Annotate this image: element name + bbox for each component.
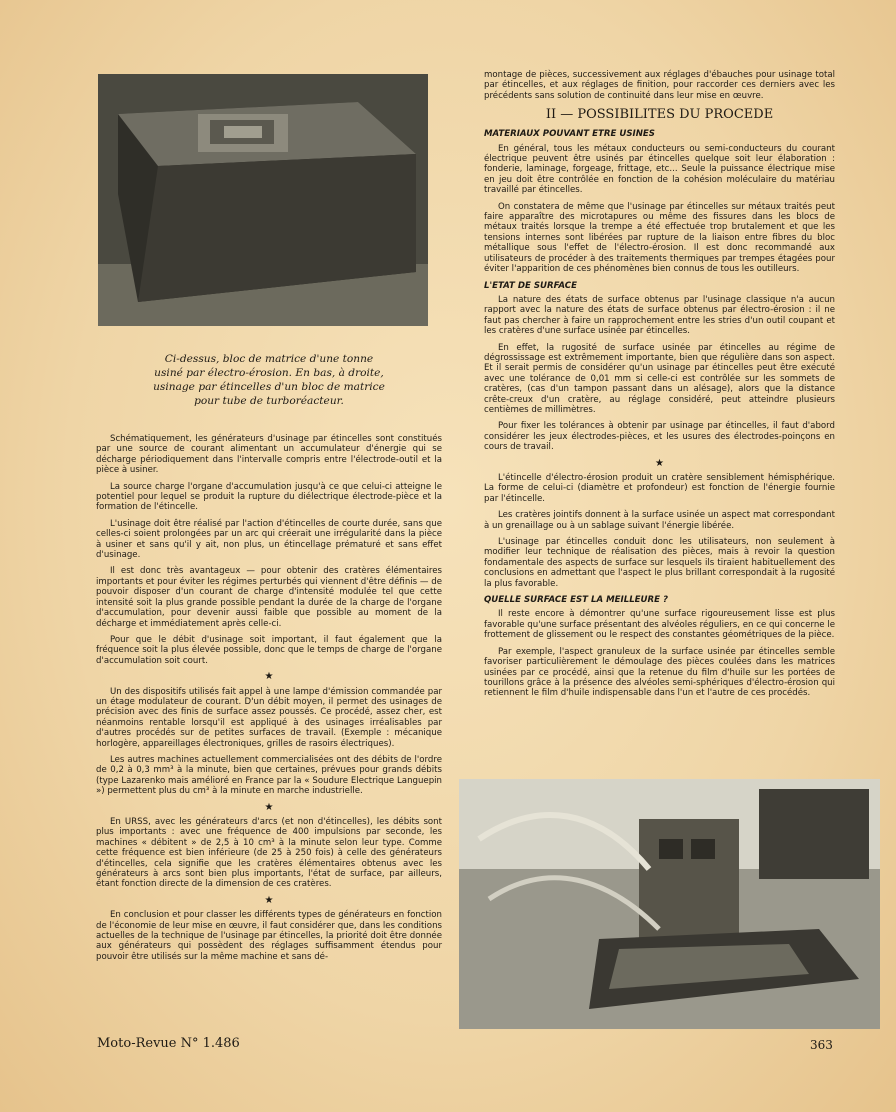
paragraph: montage de pièces, successivement aux réglages d'ébauches pour usinage total par étincelles, et aux réglages de finition, pour raccorder ces derniers avec les précédents sans solution de continuité dans leur mise en œuvre. bbox=[484, 70, 835, 101]
paragraph: L'étincelle d'électro-érosion produit un cratère sensiblement hémisphérique. La forme de celui-ci (diamètre et profondeur) est fonction de l'énergie fournie par l'étincelle. bbox=[484, 473, 835, 504]
paragraph: Pour fixer les tolérances à obtenir par usinage par étincelles, il faut d'abord considérer les jeux électrodes-pièces, et les usures des électrodes-poinçons en cours de travail. bbox=[484, 421, 835, 453]
paragraph: L'usinage doit être réalisé par l'action d'étincelles de courte durée, sans que celles-ci soient prolongées par un arc qui créerait une irrégularité dans la pièce à usiner et sans qu'il y ait, non plus, un étincellage prématuré et sans effet d'usinage. bbox=[96, 518, 442, 561]
subsection-heading: QUELLE SURFACE EST LA MEILLEURE ? bbox=[484, 595, 668, 606]
page-number: 363 bbox=[810, 1038, 833, 1052]
magazine-footer: Moto-Revue N° 1.486 bbox=[97, 1036, 240, 1051]
paragraph: L'usinage par étincelles conduit donc les utilisateurs, non seulement à modifier leur technique de réalisation des pièces, mais à revoir la question fondamentale des aspects de surface sur lesquels ils tiraient habituellement des conclusions en admettant que l'aspect le plus brillant correspondait à la rugosité la plus favorable. bbox=[484, 537, 835, 589]
photo-matrix-block bbox=[98, 74, 428, 326]
paragraph: On constatera de même que l'usinage par étincelles sur métaux traités peut faire apparaître des microtapures ou même des fissures dans les blocs de métaux traités lorsque la trempe a été effectuée trop brutalement et que les tensions internes sont libérées par rupture de la liaison entre fibres du bloc métallique sous l'effet de l'électro-érosion. Il est donc recommandé aux utilisateurs de procéder à des traitements thermiques par trempes étagées pour éviter l'apparition de ces phénomènes bien connus de tous les outilleurs. bbox=[484, 201, 835, 275]
photo-caption: Ci-dessus, bloc de matrice d'une tonne usiné par électro-érosion. En bas, à droite, usinage par étincelles d'un bloc de matrice pour tube de turboréacteur. bbox=[153, 353, 385, 407]
paragraph: Un des dispositifs utilisés fait appel à une lampe d'émission commandée par un étage modulateur de courant. D'un débit moyen, il permet des usinages de précision avec des finis de surface assez poussés. Ce procédé, assez cher, est néanmoins rentable lorsqu'il est appliqué à des usinages irréalisables par d'autres procédés sur de petites surfaces de travail. (Exemple : mécanique horlogère, appareillages électroniques, grilles de rasoirs électriques). bbox=[96, 686, 442, 749]
subsection-heading: L'ETAT DE SURFACE bbox=[484, 280, 577, 291]
text-column-left bbox=[96, 434, 442, 968]
section-heading: II — POSSIBILITES DU PROCEDE bbox=[545, 107, 774, 123]
star-separator: ★ bbox=[264, 894, 274, 906]
paragraph: Les autres machines actuellement commercialisées ont des débits de l'ordre de 0,2 à 0,3 mm³ à la minute, bien que certaines, prévues pour grands débits (type Lazarenko mais amélioré en France par la « Soudure Electrique Languepin ») permettent plus du cm³ à la minute en marche industrielle. bbox=[96, 754, 442, 797]
star-separator: ★ bbox=[655, 457, 664, 469]
paragraph: En effet, la rugosité de surface usinée par étincelles au régime de dégrossissage est extrêmement importante, bien que régulière dans son aspect. Et il serait permis de considérer qu'un usinage par étincelles peut être exécuté avec une tolérance de 0,01 mm si celle-ci est contrôlée sur les sommets de cratères, (cas d'un tampon passant dans un alésage), alors que la distance crête-creux d'un cratère, au réglage considéré, peut atteindre plusieurs centièmes de millimètres. bbox=[484, 342, 835, 415]
star-separator: ★ bbox=[264, 671, 274, 683]
paragraph: Il est donc très avantageux — pour obtenir des cratères élémentaires importants et pour éviter les régimes perturbés qui viennent d'être définis — de pouvoir disposer d'un courant de charge d'intensité modulée tel que cette intensité soit la plus grande possible pendant la durée de la charge de l'organe d'accumulation, pour devenir aussi faible que possible au moment de la décharge et immédiatement après celle-ci. bbox=[96, 566, 442, 629]
text-column-right bbox=[484, 70, 835, 705]
subsection-heading: MATERIAUX POUVANT ETRE USINES bbox=[484, 129, 655, 140]
paragraph: En conclusion et pour classer les différents types de générateurs en fonction de l'économie de leur mise en œuvre, il faut considérer que, dans les conditions actuelles de la technique de l'usinage par étincelles, la priorité doit être donnée aux générateurs qui possèdent des réglages suffisamment étendus pour pouvoir être utilisés sur la même machine et sans dé- bbox=[96, 910, 442, 962]
spark-machining-illustration bbox=[459, 779, 880, 1029]
paragraph: En général, tous les métaux conducteurs ou semi-conducteurs du courant électrique peuvent être usinés par étincelles quelque soit leur élaboration : fonderie, laminage, forgeage, frittage, etc... Seule la puissance électrique mise en jeu doit être contrôlée en fonction de la cohésion moléculaire du matériau travaillé par étincelles. bbox=[484, 143, 835, 196]
paragraph: Schématiquement, les générateurs d'usinage par étincelles sont constitués par une source de courant alimentant un accumulateur d'énergie qui se décharge périodiquement dans l'intervalle compris entre l'électrode-outil et la pièce à usiner. bbox=[96, 434, 442, 476]
star-separator: ★ bbox=[264, 801, 274, 813]
paragraph: Par exemple, l'aspect granuleux de la surface usinée par étincelles semble favoriser particulièrement le démoulage des pièces coulées dans les matrices usinées par ce procédé, ainsi que la retenue du film d'huile sur les portées de tourillons grâce à la présence des alvéoles semi-sphériques d'électro-érosion qui retiennent le film d'huile indispensable dans l'un et l'autre de ces procédés. bbox=[484, 646, 835, 699]
paragraph: La nature des états de surface obtenus par l'usinage classique n'a aucun rapport avec la nature des états de surface obtenus par électro-érosion : il ne faut pas chercher à faire un rapprochement entre les stries d'un outil coupant et les cratères d'une surface usinée par étincelles. bbox=[484, 294, 835, 337]
paragraph: Il reste encore à démontrer qu'une surface rigoureusement lisse est plus favorable qu'une surface présentant des alvéoles réguliers, en ce qui concerne le frottement de glissement ou le respect des constantes géométriques de la pièce. bbox=[484, 609, 835, 641]
matrix-block-illustration bbox=[98, 74, 428, 326]
photo-spark-machining bbox=[459, 779, 880, 1029]
paragraph: Les cratères jointifs donnent à la surface usinée un aspect mat correspondant à un grenaillage ou à un sablage suivant l'énergie libérée. bbox=[484, 510, 835, 531]
paragraph: En URSS, avec les générateurs d'arcs (et non d'étincelles), les débits sont plus importants : avec une fréquence de 400 impulsions par seconde, les machines « débitent » de 2,5 à 10 cm³ à la minute selon leur type. Comme cette fréquence est bien inférieure (de 25 à 250 fois) à celle des générateurs d'étincelles, cela signifie que les cratères élémentaires obtenus avec les générateurs à arcs sont bien plus importants, l'état de surface, par ailleurs, étant fonction directe de la dimension de ces cratères. bbox=[96, 817, 442, 890]
paragraph: Pour que le débit d'usinage soit important, il faut également que la fréquence soit la plus élevée possible, donc que le temps de charge de l'organe d'accumulation soit court. bbox=[96, 634, 442, 666]
paragraph: La source charge l'organe d'accumulation jusqu'à ce que celui-ci atteigne le potentiel pour lequel se produit la rupture du diélectrique électrode-pièce et la formation de l'étincelle. bbox=[96, 481, 442, 513]
